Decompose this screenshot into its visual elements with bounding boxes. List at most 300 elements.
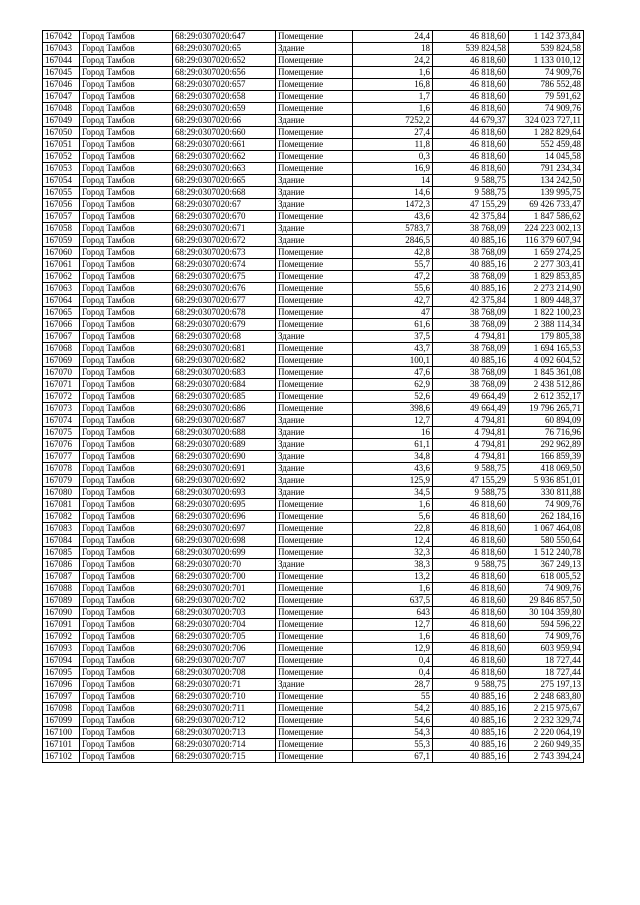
table-row: [43, 151, 584, 163]
cadastral-number-cell: 68:29:0307020:662: [173, 151, 276, 163]
unit-value-cell: 9 588,75: [433, 175, 509, 187]
city-cell: Город Тамбов: [80, 379, 173, 391]
cadastral-number-cell: 68:29:0307020:702: [173, 595, 276, 607]
city-cell: Город Тамбов: [80, 259, 173, 271]
table-row: [43, 607, 584, 619]
cadastral-value-cell: 74 909,76: [509, 103, 584, 115]
area-cell: 1472,3: [353, 199, 433, 211]
cadastral-number-cell: 68:29:0307020:703: [173, 607, 276, 619]
row-number-cell: 167048: [43, 103, 80, 115]
unit-value-cell: 40 885,16: [433, 691, 509, 703]
area-cell: 22,8: [353, 523, 433, 535]
city-cell: Город Тамбов: [80, 511, 173, 523]
table-row: [43, 79, 584, 91]
area-cell: 54,3: [353, 727, 433, 739]
cadastral-value-cell: 5 936 851,01: [509, 475, 584, 487]
city-cell: Город Тамбов: [80, 727, 173, 739]
cadastral-number-cell: 68:29:0307020:698: [173, 535, 276, 547]
city-cell: Город Тамбов: [80, 451, 173, 463]
area-cell: 37,5: [353, 331, 433, 343]
unit-value-cell: 49 664,49: [433, 391, 509, 403]
cadastral-value-cell: 1 845 361,08: [509, 367, 584, 379]
table-row: [43, 655, 584, 667]
area-cell: 1,7: [353, 91, 433, 103]
row-number-cell: 167100: [43, 727, 80, 739]
unit-value-cell: 38 768,09: [433, 271, 509, 283]
table-row: [43, 403, 584, 415]
unit-value-cell: 46 818,60: [433, 103, 509, 115]
city-cell: Город Тамбов: [80, 115, 173, 127]
city-cell: Город Тамбов: [80, 163, 173, 175]
row-number-cell: 167088: [43, 583, 80, 595]
object-type-cell: Помещение: [276, 367, 353, 379]
table-row: [43, 631, 584, 643]
cadastral-number-cell: 68:29:0307020:647: [173, 31, 276, 43]
row-number-cell: 167085: [43, 547, 80, 559]
city-cell: Город Тамбов: [80, 319, 173, 331]
cadastral-number-cell: 68:29:0307020:70: [173, 559, 276, 571]
cadastral-value-cell: 2 248 683,80: [509, 691, 584, 703]
area-cell: 16,8: [353, 79, 433, 91]
table-row: [43, 379, 584, 391]
object-type-cell: Здание: [276, 187, 353, 199]
table-row: [43, 55, 584, 67]
unit-value-cell: 38 768,09: [433, 343, 509, 355]
area-cell: 1,6: [353, 103, 433, 115]
table-row: [43, 331, 584, 343]
object-type-cell: Помещение: [276, 103, 353, 115]
cadastral-number-cell: 68:29:0307020:671: [173, 223, 276, 235]
cadastral-value-cell: 2 388 114,34: [509, 319, 584, 331]
row-number-cell: 167054: [43, 175, 80, 187]
area-cell: 52,6: [353, 391, 433, 403]
cadastral-number-cell: 68:29:0307020:67: [173, 199, 276, 211]
unit-value-cell: 46 818,60: [433, 547, 509, 559]
unit-value-cell: 46 818,60: [433, 583, 509, 595]
table-row: [43, 571, 584, 583]
city-cell: Город Тамбов: [80, 571, 173, 583]
object-type-cell: Помещение: [276, 727, 353, 739]
row-number-cell: 167079: [43, 475, 80, 487]
table-row: [43, 535, 584, 547]
unit-value-cell: 46 818,60: [433, 163, 509, 175]
area-cell: 55: [353, 691, 433, 703]
area-cell: 38,3: [353, 559, 433, 571]
area-cell: 28,7: [353, 679, 433, 691]
cadastral-number-cell: 68:29:0307020:670: [173, 211, 276, 223]
table-row: [43, 343, 584, 355]
city-cell: Город Тамбов: [80, 367, 173, 379]
table-row: [43, 739, 584, 751]
city-cell: Город Тамбов: [80, 559, 173, 571]
cadastral-number-cell: 68:29:0307020:714: [173, 739, 276, 751]
table-row: [43, 451, 584, 463]
cadastral-value-cell: 1 809 448,37: [509, 295, 584, 307]
city-cell: Город Тамбов: [80, 187, 173, 199]
table-row: [43, 415, 584, 427]
cadastral-value-cell: 2 612 352,17: [509, 391, 584, 403]
cadastral-number-cell: 68:29:0307020:678: [173, 307, 276, 319]
city-cell: Город Тамбов: [80, 715, 173, 727]
unit-value-cell: 9 588,75: [433, 559, 509, 571]
area-cell: 11,8: [353, 139, 433, 151]
cadastral-number-cell: 68:29:0307020:707: [173, 655, 276, 667]
table-row: [43, 211, 584, 223]
cadastral-value-cell: 1 067 464,08: [509, 523, 584, 535]
cadastral-value-cell: 166 859,39: [509, 451, 584, 463]
table-row: [43, 595, 584, 607]
unit-value-cell: 38 768,09: [433, 367, 509, 379]
area-cell: 54,6: [353, 715, 433, 727]
object-type-cell: Здание: [276, 439, 353, 451]
city-cell: Город Тамбов: [80, 643, 173, 655]
row-number-cell: 167098: [43, 703, 80, 715]
cadastral-value-cell: 76 716,96: [509, 427, 584, 439]
object-type-cell: Помещение: [276, 607, 353, 619]
cadastral-number-cell: 68:29:0307020:682: [173, 355, 276, 367]
object-type-cell: Помещение: [276, 739, 353, 751]
city-cell: Город Тамбов: [80, 343, 173, 355]
table-row: [43, 271, 584, 283]
row-number-cell: 167090: [43, 607, 80, 619]
row-number-cell: 167102: [43, 751, 80, 763]
unit-value-cell: 46 818,60: [433, 535, 509, 547]
cadastral-number-cell: 68:29:0307020:660: [173, 127, 276, 139]
cadastral-value-cell: 74 909,76: [509, 67, 584, 79]
row-number-cell: 167086: [43, 559, 80, 571]
row-number-cell: 167096: [43, 679, 80, 691]
object-type-cell: Помещение: [276, 91, 353, 103]
cadastral-number-cell: 68:29:0307020:713: [173, 727, 276, 739]
city-cell: Город Тамбов: [80, 427, 173, 439]
cadastral-number-cell: 68:29:0307020:672: [173, 235, 276, 247]
unit-value-cell: 38 768,09: [433, 379, 509, 391]
unit-value-cell: 46 818,60: [433, 31, 509, 43]
unit-value-cell: 46 818,60: [433, 523, 509, 535]
unit-value-cell: 46 818,60: [433, 631, 509, 643]
object-type-cell: Помещение: [276, 379, 353, 391]
object-type-cell: Здание: [276, 115, 353, 127]
object-type-cell: Здание: [276, 175, 353, 187]
cadastral-value-cell: 2 215 975,67: [509, 703, 584, 715]
object-type-cell: Помещение: [276, 391, 353, 403]
area-cell: 14: [353, 175, 433, 187]
table-row: [43, 139, 584, 151]
city-cell: Город Тамбов: [80, 67, 173, 79]
row-number-cell: 167101: [43, 739, 80, 751]
row-number-cell: 167095: [43, 667, 80, 679]
table-row: [43, 619, 584, 631]
row-number-cell: 167064: [43, 295, 80, 307]
object-type-cell: Помещение: [276, 523, 353, 535]
cadastral-number-cell: 68:29:0307020:683: [173, 367, 276, 379]
cadastral-number-cell: 68:29:0307020:657: [173, 79, 276, 91]
city-cell: Город Тамбов: [80, 631, 173, 643]
area-cell: 55,7: [353, 259, 433, 271]
object-type-cell: Здание: [276, 235, 353, 247]
cadastral-number-cell: 68:29:0307020:659: [173, 103, 276, 115]
unit-value-cell: 9 588,75: [433, 463, 509, 475]
cadastral-number-cell: 68:29:0307020:706: [173, 643, 276, 655]
row-number-cell: 167087: [43, 571, 80, 583]
cadastral-value-cell: 786 552,48: [509, 79, 584, 91]
row-number-cell: 167062: [43, 271, 80, 283]
area-cell: 47: [353, 307, 433, 319]
cadastral-value-cell: 224 223 002,13: [509, 223, 584, 235]
area-cell: 34,5: [353, 487, 433, 499]
area-cell: 0,4: [353, 667, 433, 679]
area-cell: 34,8: [353, 451, 433, 463]
row-number-cell: 167076: [43, 439, 80, 451]
row-number-cell: 167055: [43, 187, 80, 199]
cadastral-value-cell: 2 743 394,24: [509, 751, 584, 763]
area-cell: 24,4: [353, 31, 433, 43]
cadastral-value-cell: 552 459,48: [509, 139, 584, 151]
cadastral-value-cell: 2 220 064,19: [509, 727, 584, 739]
table-row: [43, 643, 584, 655]
cadastral-value-cell: 1 512 240,78: [509, 547, 584, 559]
object-type-cell: Помещение: [276, 67, 353, 79]
cadastral-value-cell: 262 184,16: [509, 511, 584, 523]
area-cell: 16: [353, 427, 433, 439]
cadastral-number-cell: 68:29:0307020:689: [173, 439, 276, 451]
table-row: [43, 187, 584, 199]
object-type-cell: Здание: [276, 43, 353, 55]
unit-value-cell: 40 885,16: [433, 259, 509, 271]
city-cell: Город Тамбов: [80, 415, 173, 427]
city-cell: Город Тамбов: [80, 139, 173, 151]
cadastral-value-cell: 30 104 359,80: [509, 607, 584, 619]
city-cell: Город Тамбов: [80, 355, 173, 367]
document-page: [42, 30, 584, 763]
table-row: [43, 427, 584, 439]
object-type-cell: Здание: [276, 427, 353, 439]
unit-value-cell: 46 818,60: [433, 67, 509, 79]
row-number-cell: 167078: [43, 463, 80, 475]
row-number-cell: 167068: [43, 343, 80, 355]
row-number-cell: 167082: [43, 511, 80, 523]
cadastral-value-cell: 275 197,13: [509, 679, 584, 691]
unit-value-cell: 40 885,16: [433, 727, 509, 739]
area-cell: 24,2: [353, 55, 433, 67]
row-number-cell: 167042: [43, 31, 80, 43]
row-number-cell: 167056: [43, 199, 80, 211]
cadastral-number-cell: 68:29:0307020:711: [173, 703, 276, 715]
cadastral-value-cell: 618 005,52: [509, 571, 584, 583]
city-cell: Город Тамбов: [80, 223, 173, 235]
unit-value-cell: 539 824,58: [433, 43, 509, 55]
table-row: [43, 259, 584, 271]
city-cell: Город Тамбов: [80, 199, 173, 211]
object-type-cell: Помещение: [276, 211, 353, 223]
cadastral-number-cell: 68:29:0307020:700: [173, 571, 276, 583]
cadastral-value-table: [42, 30, 584, 763]
cadastral-value-cell: 324 023 727,11: [509, 115, 584, 127]
cadastral-number-cell: 68:29:0307020:688: [173, 427, 276, 439]
unit-value-cell: 38 768,09: [433, 319, 509, 331]
city-cell: Город Тамбов: [80, 307, 173, 319]
object-type-cell: Помещение: [276, 55, 353, 67]
object-type-cell: Здание: [276, 451, 353, 463]
city-cell: Город Тамбов: [80, 463, 173, 475]
table-row: [43, 43, 584, 55]
row-number-cell: 167083: [43, 523, 80, 535]
table-row: [43, 703, 584, 715]
unit-value-cell: 46 818,60: [433, 607, 509, 619]
object-type-cell: Помещение: [276, 163, 353, 175]
table-row: [43, 679, 584, 691]
object-type-cell: Помещение: [276, 691, 353, 703]
row-number-cell: 167081: [43, 499, 80, 511]
row-number-cell: 167066: [43, 319, 80, 331]
cadastral-value-cell: 2 438 512,86: [509, 379, 584, 391]
table-row: [43, 751, 584, 763]
unit-value-cell: 40 885,16: [433, 355, 509, 367]
cadastral-number-cell: 68:29:0307020:676: [173, 283, 276, 295]
area-cell: 398,6: [353, 403, 433, 415]
cadastral-value-cell: 1 694 165,53: [509, 343, 584, 355]
city-cell: Город Тамбов: [80, 655, 173, 667]
city-cell: Город Тамбов: [80, 235, 173, 247]
row-number-cell: 167050: [43, 127, 80, 139]
row-number-cell: 167063: [43, 283, 80, 295]
table-row: [43, 175, 584, 187]
table-row: [43, 439, 584, 451]
unit-value-cell: 4 794,81: [433, 451, 509, 463]
area-cell: 637,5: [353, 595, 433, 607]
area-cell: 43,6: [353, 211, 433, 223]
cadastral-value-cell: 4 092 604,52: [509, 355, 584, 367]
cadastral-value-cell: 1 142 373,84: [509, 31, 584, 43]
object-type-cell: Помещение: [276, 643, 353, 655]
cadastral-number-cell: 68:29:0307020:705: [173, 631, 276, 643]
unit-value-cell: 9 588,75: [433, 487, 509, 499]
cadastral-number-cell: 68:29:0307020:679: [173, 319, 276, 331]
cadastral-number-cell: 68:29:0307020:66: [173, 115, 276, 127]
unit-value-cell: 46 818,60: [433, 643, 509, 655]
row-number-cell: 167052: [43, 151, 80, 163]
table-row: [43, 127, 584, 139]
object-type-cell: Помещение: [276, 319, 353, 331]
cadastral-value-cell: 367 249,13: [509, 559, 584, 571]
city-cell: Город Тамбов: [80, 523, 173, 535]
cadastral-value-cell: 139 995,75: [509, 187, 584, 199]
cadastral-number-cell: 68:29:0307020:675: [173, 271, 276, 283]
cadastral-value-cell: 1 282 829,64: [509, 127, 584, 139]
cadastral-number-cell: 68:29:0307020:665: [173, 175, 276, 187]
unit-value-cell: 46 818,60: [433, 511, 509, 523]
row-number-cell: 167080: [43, 487, 80, 499]
cadastral-number-cell: 68:29:0307020:699: [173, 547, 276, 559]
unit-value-cell: 46 818,60: [433, 127, 509, 139]
unit-value-cell: 46 818,60: [433, 571, 509, 583]
table-row: [43, 523, 584, 535]
area-cell: 12,7: [353, 415, 433, 427]
area-cell: 16,9: [353, 163, 433, 175]
table-row: [43, 511, 584, 523]
table-row: [43, 199, 584, 211]
cadastral-value-cell: 74 909,76: [509, 583, 584, 595]
object-type-cell: Помещение: [276, 247, 353, 259]
cadastral-value-cell: 1 659 274,25: [509, 247, 584, 259]
unit-value-cell: 46 818,60: [433, 139, 509, 151]
row-number-cell: 167046: [43, 79, 80, 91]
row-number-cell: 167074: [43, 415, 80, 427]
area-cell: 61,1: [353, 439, 433, 451]
cadastral-value-cell: 1 133 010,12: [509, 55, 584, 67]
cadastral-number-cell: 68:29:0307020:677: [173, 295, 276, 307]
unit-value-cell: 46 818,60: [433, 55, 509, 67]
area-cell: 13,2: [353, 571, 433, 583]
object-type-cell: Помещение: [276, 751, 353, 763]
table-row: [43, 283, 584, 295]
area-cell: 2846,5: [353, 235, 433, 247]
row-number-cell: 167044: [43, 55, 80, 67]
cadastral-number-cell: 68:29:0307020:692: [173, 475, 276, 487]
city-cell: Город Тамбов: [80, 547, 173, 559]
cadastral-value-cell: 60 894,09: [509, 415, 584, 427]
unit-value-cell: 44 679,37: [433, 115, 509, 127]
cadastral-value-cell: 603 959,94: [509, 643, 584, 655]
city-cell: Город Тамбов: [80, 751, 173, 763]
area-cell: 18: [353, 43, 433, 55]
table-row: [43, 67, 584, 79]
cadastral-number-cell: 68:29:0307020:681: [173, 343, 276, 355]
cadastral-value-cell: 79 591,62: [509, 91, 584, 103]
cadastral-number-cell: 68:29:0307020:693: [173, 487, 276, 499]
row-number-cell: 167043: [43, 43, 80, 55]
row-number-cell: 167071: [43, 379, 80, 391]
area-cell: 0,3: [353, 151, 433, 163]
city-cell: Город Тамбов: [80, 691, 173, 703]
unit-value-cell: 46 818,60: [433, 619, 509, 631]
area-cell: 1,6: [353, 631, 433, 643]
table-row: [43, 319, 584, 331]
unit-value-cell: 9 588,75: [433, 679, 509, 691]
row-number-cell: 167084: [43, 535, 80, 547]
cadastral-number-cell: 68:29:0307020:674: [173, 259, 276, 271]
cadastral-value-cell: 14 045,58: [509, 151, 584, 163]
unit-value-cell: 9 588,75: [433, 187, 509, 199]
table-row: [43, 727, 584, 739]
cadastral-value-cell: 791 234,34: [509, 163, 584, 175]
object-type-cell: Помещение: [276, 715, 353, 727]
cadastral-number-cell: 68:29:0307020:691: [173, 463, 276, 475]
city-cell: Город Тамбов: [80, 127, 173, 139]
area-cell: 1,6: [353, 499, 433, 511]
city-cell: Город Тамбов: [80, 55, 173, 67]
row-number-cell: 167073: [43, 403, 80, 415]
unit-value-cell: 49 664,49: [433, 403, 509, 415]
unit-value-cell: 40 885,16: [433, 283, 509, 295]
table-row: [43, 463, 584, 475]
cadastral-value-cell: 74 909,76: [509, 499, 584, 511]
object-type-cell: Помещение: [276, 499, 353, 511]
row-number-cell: 167092: [43, 631, 80, 643]
row-number-cell: 167058: [43, 223, 80, 235]
row-number-cell: 167053: [43, 163, 80, 175]
city-cell: Город Тамбов: [80, 739, 173, 751]
area-cell: 1,6: [353, 583, 433, 595]
cadastral-number-cell: 68:29:0307020:696: [173, 511, 276, 523]
cadastral-value-cell: 69 426 733,47: [509, 199, 584, 211]
object-type-cell: Помещение: [276, 31, 353, 43]
area-cell: 12,9: [353, 643, 433, 655]
city-cell: Город Тамбов: [80, 271, 173, 283]
row-number-cell: 167067: [43, 331, 80, 343]
city-cell: Город Тамбов: [80, 487, 173, 499]
city-cell: Город Тамбов: [80, 607, 173, 619]
